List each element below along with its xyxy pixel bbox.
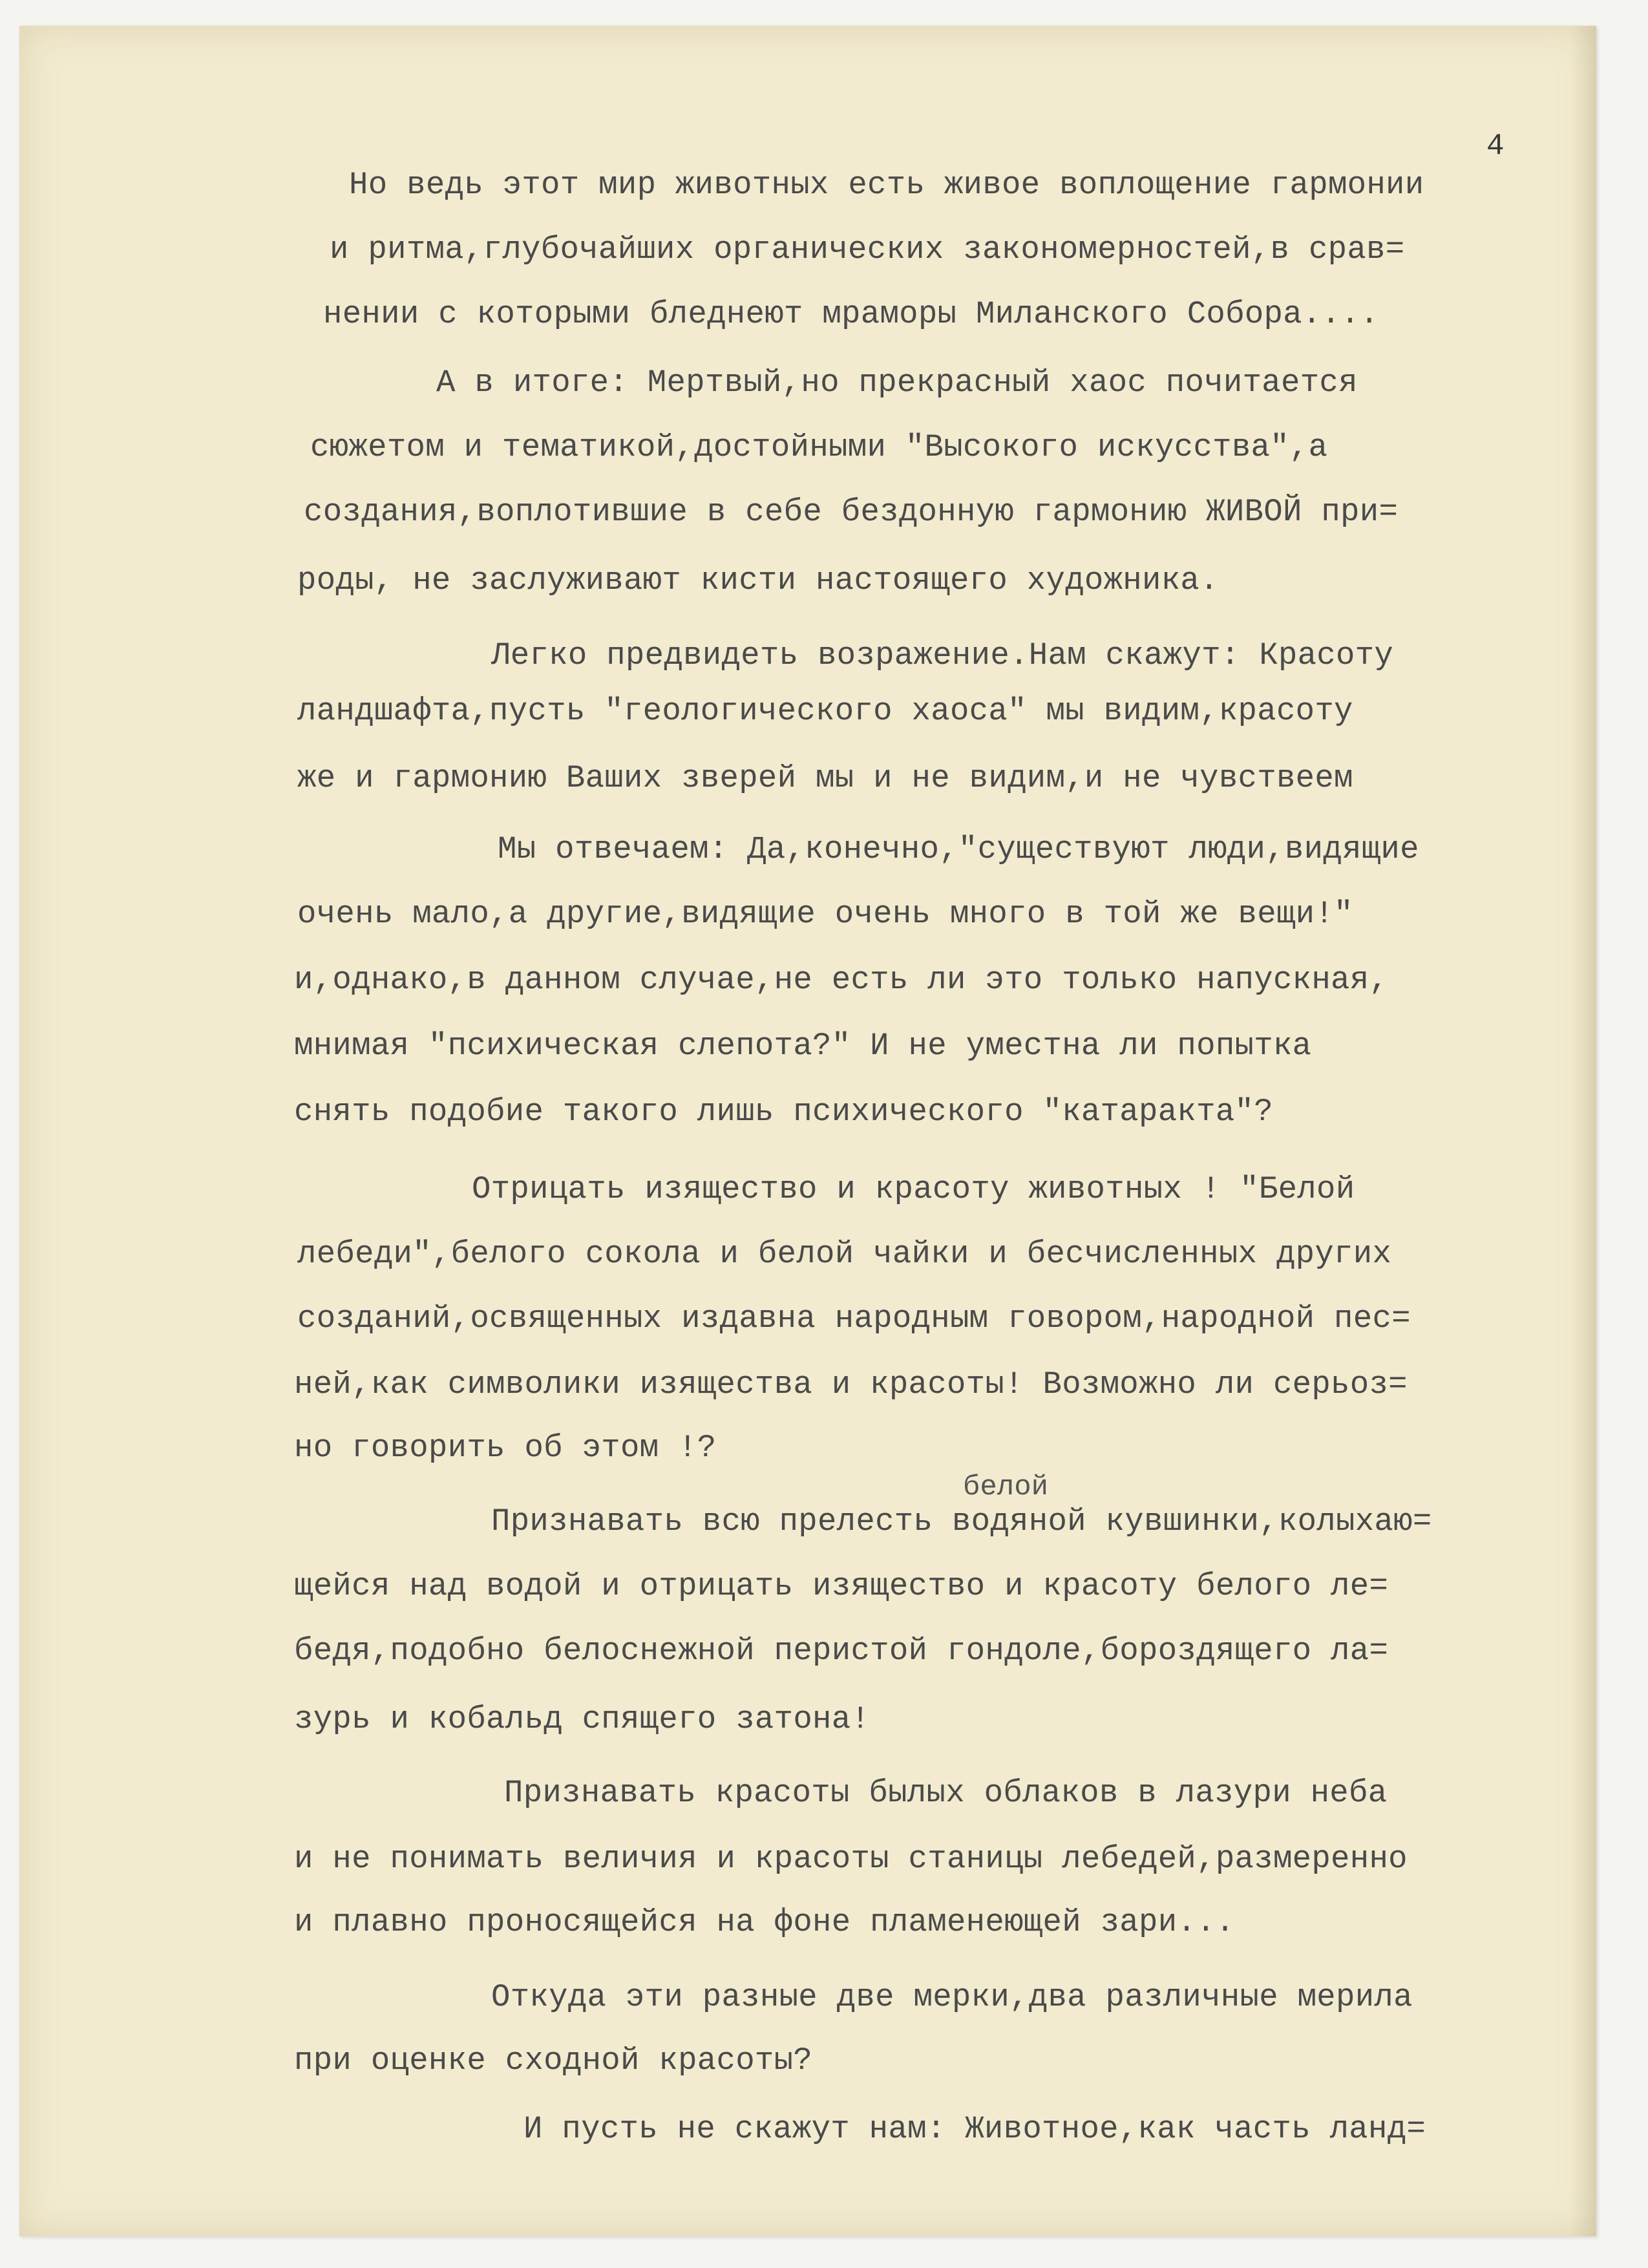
text-line: и,однако,в данном случае,не есть ли это только напускная,: [294, 962, 1389, 998]
text-line: Легко предвидеть возражение.Нам скажут: Красоту: [491, 637, 1394, 673]
page-number: 4: [1486, 129, 1505, 163]
text-line: и ритма,глубочайших органических закономерностей,в срав=: [330, 231, 1405, 268]
text-line: при оценке сходной красоты?: [294, 2042, 813, 2079]
handwritten-insertion: белой: [963, 1471, 1049, 1503]
text-line: создания,воплотившие в себе бездонную гармонию ЖИВОЙ при=: [304, 494, 1399, 530]
text-line: нении с которыми бледнеют мраморы Миланского Собора....: [323, 296, 1379, 332]
text-line: бедя,подобно белоснежной перистой гондоле,бороздящего ла=: [294, 1633, 1389, 1669]
text-line: ландшафта,пусть "геологического хаоса" мы видим,красоту: [297, 693, 1353, 729]
text-line: щейся над водой и отрицать изящество и красоту белого ле=: [294, 1568, 1389, 1604]
text-line: роды, не заслуживают кисти настоящего художника.: [297, 562, 1219, 599]
text-line: сюжетом и тематикой,достойными "Высокого искусства",а: [310, 429, 1328, 465]
text-line: Отрицать изящество и красоту животных ! "Белой: [472, 1171, 1355, 1207]
text-line: Откуда эти разные две мерки,два различные мерила: [491, 1979, 1413, 2015]
text-line: ней,как символики изящества и красоты! Возможно ли серьоз=: [294, 1366, 1408, 1403]
text-line: зурь и кобальд спящего затона!: [294, 1701, 871, 1737]
text-line: лебеди",белого сокола и белой чайки и бесчисленных других: [297, 1236, 1392, 1272]
text-line: Мы отвечаем: Да,конечно,"существуют люди,видящие: [498, 831, 1419, 867]
text-line: снять подобие такого лишь психического "катаракта"?: [294, 1094, 1273, 1130]
text-line: И пусть не скажут нам: Животное,как часть ланд=: [523, 2111, 1426, 2147]
text-line: очень мало,а другие,видящие очень много в той же вещи!": [297, 896, 1353, 932]
text-line: но говорить об этом !?: [294, 1430, 717, 1466]
text-line: и не понимать величия и красоты станицы лебедей,размеренно: [294, 1841, 1408, 1877]
text-line: Но ведь этот мир животных есть живое воплощение гармонии: [349, 167, 1424, 203]
text-line: же и гармонию Ваших зверей мы и не видим,и не чувствеем: [297, 760, 1353, 796]
text-line: Признавать всю прелесть водяной кувшинки,колыхаю=: [491, 1503, 1432, 1540]
text-line: и плавно проносящейся на фоне пламенеющей зари...: [294, 1904, 1235, 1940]
text-line: мнимая "психическая слепота?" И не уместна ли попытка: [294, 1028, 1312, 1064]
text-line: созданий,освященных издавна народным говором,народной пес=: [297, 1300, 1411, 1337]
text-line: А в итоге: Мертвый,но прекрасный хаос почитается: [436, 365, 1358, 401]
text-line: Признавать красоты былых облаков в лазури неба: [504, 1775, 1388, 1811]
